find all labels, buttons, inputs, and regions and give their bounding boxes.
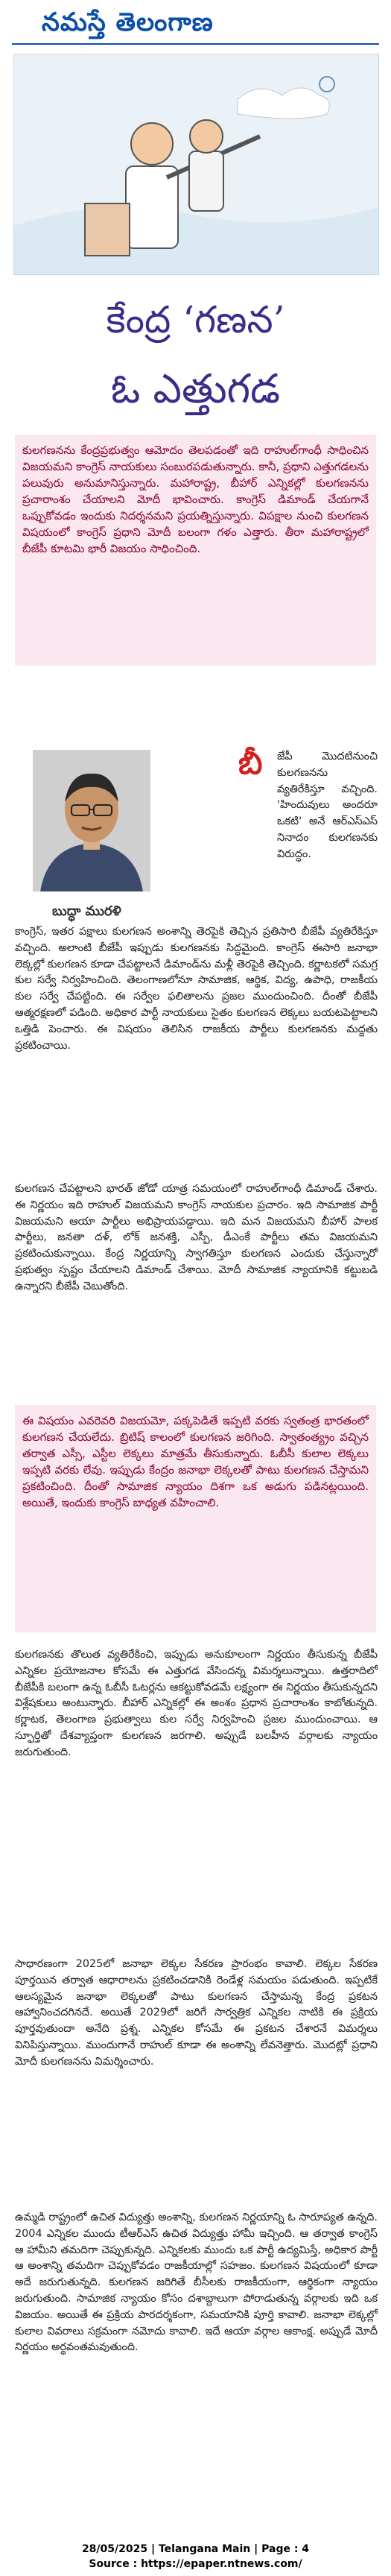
body-paragraph-1: కాంగ్రెస్, ఇతర పక్షాలు కులగణన అంశాన్ని తెరపైకి తెచ్చిన ప్రతిసారి బీజేపీ వ్యతిరేకిస్తూ వచ్చింది. అలాంటి బీజేపీ ఇప్పుడు కులగణనకు సిద్ధమైంది. కాంగ్రెస్ ఈసారి జనాభా లెక్కల్లో కులగణన కూడా చేపట్టాలనే డిమాండ్‌ను మళ్లీ తెరపైకి తెచ్చింది. కర్ణాటకలో సమగ్ర కుల సర్వే నిర్వహించింది. తెలంగాణలోనూ సామాజిక, ఆర్థిక, విద్య, ఉపాధి, రాజకీయ కుల సర్వే చేపట్టింది. ఈ సర్వేల ఫలితాలను ప్రజల ముందుంచింది. దీంతో బీజేపీ ఆత్మరక్షణలో పడింది. అధికార పార్టీ నాయకులు సైతం కులగణన లెక్కలు బయటపెట్టాలని ఒత్తిడి పెంచారు. ఈ విషయం తెలిసిన రాజకీయ పార్టీలు కులగణనకు మద్దతు ప్రకటించాయి. (15, 926, 378, 1052)
body-paragraph-3: కులగణనకు తొలుత వ్యతిరేకించి, ఇప్పుడు అనుకూలంగా నిర్ణయం తీసుకున్న బీజేపీ ఎన్నికల ప్రయోజనాల కోసమే ఈ ఎత్తుగడ వేసిందన్న విమర్శలున్నాయి. ఉత్తరాదిలో బీజేపీకి బలంగా ఉన్న ఓబీసీ ఓటర్లను ఆకట్టుకోవడమే లక్ష్యంగా ఈ నిర్ణయం తీసుకున్నదని విశ్లేషకులు అంటున్నారు. బీహార్ ఎన్నికల్లో ఈ అంశం ప్రధాన ప్రచారాంశం కాబోతున్నది. కర్ణాటక, తెలంగాణ ప్రభుత్వాలు కుల సర్వే నిర్వహించి ప్రజల ముందుంచాయి. ఆ స్ఫూర్తితో దేశవ్యాప్తంగా కులగణన జరగాలి. అప్పుడే బలహీన వర్గాలకు న్యాయం జరుగుతుంది. (15, 1649, 378, 1758)
masthead (0, 0, 391, 46)
footer-date-line: 28/05/2025 | Telangana Main | Page : 4 (81, 2543, 310, 2555)
masthead-rule (12, 43, 379, 45)
intro-highlight-box: కులగణనను కేంద్రప్రభుత్వం ఆమోదం తెలపడంతో ఇది రాహుల్‌గాంధీ సాధించిన విజయమని కాంగ్రెస్ నాయకులు సంబురపడుతున్నారు. కానీ, ప్రధాని ఎత్తుగడలను పలువురు అనుమానిస్తున్నారు. మహారాష్ట్ర, బీహార్ ఎన్నికల్లో కులగణనను ప్రచారాంశం చేయాలని మోదీ భావించారు. కాంగ్రెస్ డిమాండ్ చేయగానే ఒప్పుకోవడం ఇందుకు నిదర్శనమని ప్రయత్నిస్తున్నారు. విపక్షాల నుంచి కులగణన విషయంలో కాంగ్రెస్ ప్రధాని మోదీ బలంగా గళం ఎత్తారు. తీరా మహారాష్ట్రలో బీజేపీ కూటమి భారీ విజయం సాధించింది. (15, 435, 376, 666)
page-footer (0, 2542, 391, 2572)
body-paragraph-5: ఉమ్మడి రాష్ట్రంలో ఉచిత విద్యుత్తు అంశాన్ని, కులగణన నిర్ణయాన్ని ఓ సారూప్యత ఉన్నది. 2004 ఎన్నికల ముందు టీఆర్ఎస్ ఉచిత విద్యుత్తు హామీ ఇచ్చింది. ఆ తర్వాత కాంగ్రెస్ ఆ హామీని తమదిగా చెప్పుకున్నది. ఎన్నికలకు ముందు ఒక పార్టీ ఉద్యమిస్తే, అధికార పార్టీ ఆ అంశాన్ని తమదిగా చెప్పుకోవడం రాజకీయాల్లో సహజం. కులగణన విషయంలో కూడా అదే జరుగుతున్నది. కులగణన జరిగితే బీసీలకు రాజకీయంగా, ఆర్థికంగా న్యాయం జరుగుతుంది. సామాజిక న్యాయం కోసం దశాబ్దాలుగా పోరాడుతున్న వర్గాలకు ఇది ఒక విజయం. అయితే ఈ ప్రక్రియ పారదర్శకంగా, సమయానికి పూర్తి కావాలి. జనాభా లెక్కల్లో కులాల వివరాలు సక్రమంగా నమోదు కావాలి. ఇదే ఆయా వర్గాల ఆకాంక్ష. అప్పుడే మోదీ నిర్ణయం అర్థవంతమవుతుంది. (15, 2212, 378, 2354)
headline-line-2: ఓ ఎత్తుగడ (110, 365, 281, 412)
cartoon-drawing (14, 54, 378, 274)
highlight-box: ఈ విషయం ఎవరెవరి విజయమో, పక్కపెడితే ఇప్పటి వరకు స్వతంత్ర భారతంలో కులగణన చేయలేదు. బ్రిటిష్ కాలంలో కులగణన జరిగింది. స్వాతంత్య్రం వచ్చిన తర్వాత ఎస్సీ, ఎస్టీల లెక్కలు మాత్రమే తీసుకున్నారు. ఓబీసీ కులాల లెక్కలు ఇప్పటి వరకు లేవు. ఇప్పుడు కేంద్రం జనాభా లెక్కలతో పాటు కులగణన చేస్తామని ప్రకటించింది. దీంతో సామాజిక న్యాయం దిశగా ఒక అడుగు పడినట్లయింది. అయితే, ఇందుకు కాంగ్రెస్ బాధ్యత వహించాలి. (15, 1405, 376, 1632)
cartoon-illustration (13, 54, 379, 275)
author-photo (33, 750, 150, 891)
body-paragraph-2: కులగణన చేపట్టాలని భారత్ జోడో యాత్ర సమయంలో రాహుల్‌గాంధీ డిమాండ్ చేశారు. ఈ నిర్ణయం ఇది రాహుల్ విజయమని కాంగ్రెస్ నాయకుల ప్రచారం. ఇది సామాజిక పార్టీ విజయమని ఆయా పార్టీలు అభిప్రాయపడ్డాయి. ఇది మన విజయమని బీహార్ పాలక పార్టీలు, జనతా దళ్, లోక్ జనశక్తి, ఎస్పీ, డీఎంకే పార్టీలు తమ విజయమని ప్రకటించుకున్నాయి. కేంద్ర నిర్ణయాన్ని స్వాగతిస్తూ కులగణన ఎందుకు చేస్తున్నారో ప్రభుత్వం స్పష్టం చేయాలని డిమాండ్ చేశాయి. మోదీ సామాజిక న్యాయానికి కట్టుబడి ఉన్నారని బీజేపీ చెబుతోంది. (15, 1183, 378, 1292)
body-paragraph-4: సాధారణంగా 2025లో జనాభా లెక్కల సేకరణ ప్రారంభం కావాలి. లెక్కల సేకరణ పూర్తయిన తర్వాత ఆధారాలను ప్రకటించడానికి రెండేళ్ల సమయం పడుతుంది. ఇప్పటికే ఆలస్యమైన జనాభా లెక్కలతో పాటు కులగణన చేస్తామన్న కేంద్ర ప్రకటన ఆహ్వానించదగినదే. అయితే 2029లో జరిగే సార్వత్రిక ఎన్నికల నాటికి ఈ ప్రక్రియ పూర్తవుతుందా అనేది ప్రశ్న. ఎన్నికల కోసమే ఈ ప్రకటన చేశారనే విమర్శలు వినిపిస్తున్నాయి. ముందుగానే రాహుల్ కూడా ఈ అంశాన్ని లేవనెత్తారు. మొదట్లో ప్రధాని మోదీ కులగణనను విమర్శించారు. (15, 1958, 378, 2068)
masthead-title: నమస్తే తెలంగాణ (42, 7, 214, 37)
headline-line-1: కేంద్ర ‘గణన’ (106, 298, 285, 341)
drop-cap: బీ (238, 745, 263, 781)
footer-source-line: Source : https://epaper.ntnews.com/ (89, 2558, 302, 2570)
right-column-text: జేపీ మొదటినుంచి కులగణనను వ్యతిరేకిస్తూ వచ్చింది. 'హిందువులు అందరూ ఒకటి' అనే ఆర్ఎస్ఎస్ నినాదం కులగణనకు విరుద్ధం. (277, 751, 378, 860)
author-byline: బుద్ధా మురళి (52, 903, 121, 919)
